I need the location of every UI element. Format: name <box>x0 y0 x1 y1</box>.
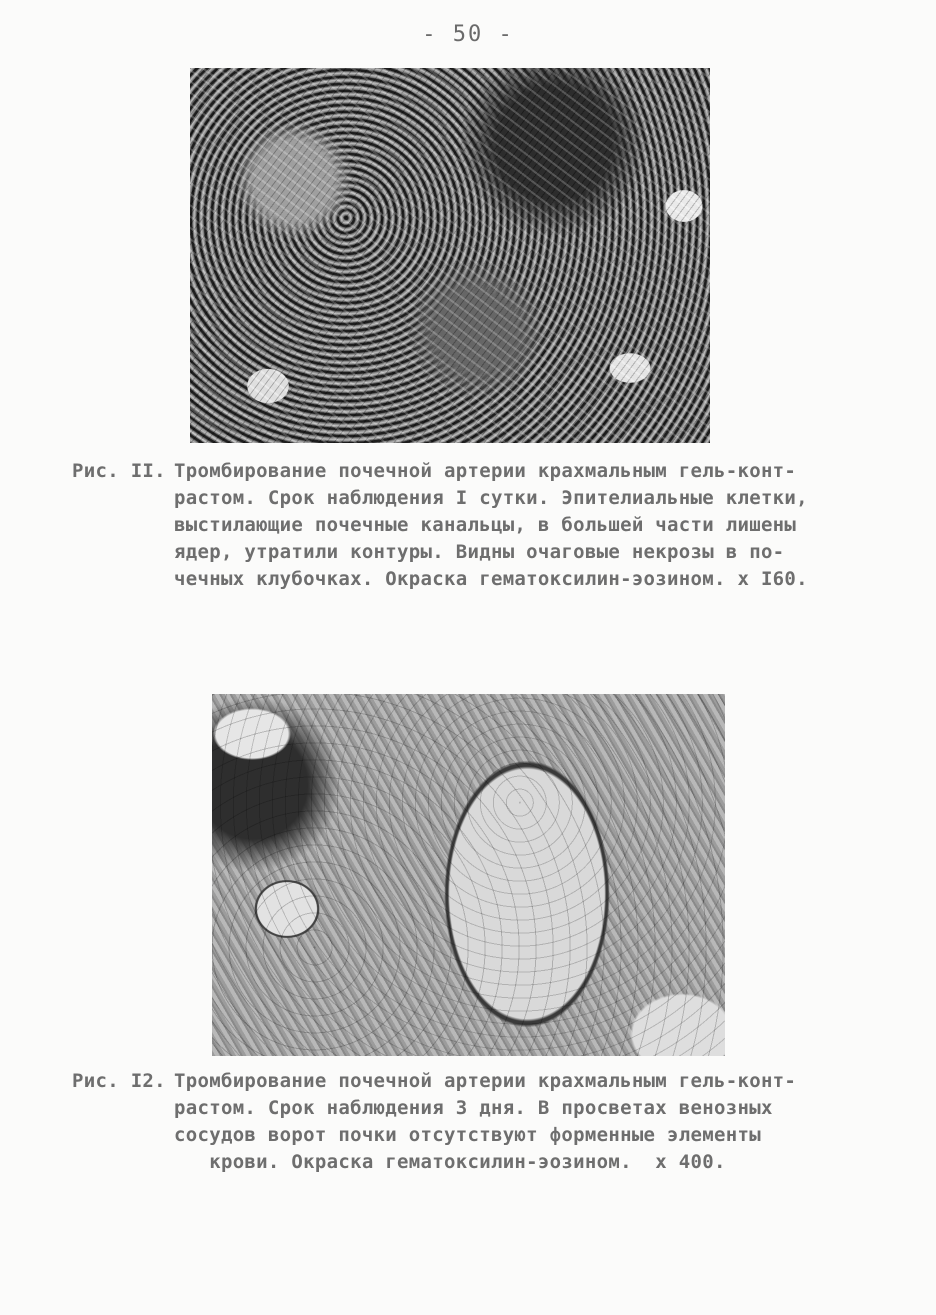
caption-line: сосудов ворот почки отсутствуют форменные элементы <box>174 1124 761 1146</box>
caption-line: крови. Окраска гематоксилин-эозином. x 400. <box>174 1151 726 1173</box>
caption-line: растом. Срок наблюдения I сутки. Эпителиальные клетки, <box>174 487 808 509</box>
micrograph-kidney-day1 <box>190 68 710 443</box>
figure-label: Рис. II. <box>72 460 166 482</box>
caption-line: растом. Срок наблюдения 3 дня. В просветах венозных <box>174 1097 773 1119</box>
micrograph-kidney-day3 <box>212 694 725 1056</box>
caption-line: чечных клубочках. Окраска гематоксилин-эозином. x I60. <box>174 568 808 590</box>
caption-line: Тромбирование почечной артерии крахмальным гель-конт- <box>174 460 797 482</box>
page-number: - 50 - <box>422 22 514 47</box>
caption-line: ядер, утратили контуры. Видны очаговые некрозы в по- <box>174 541 785 563</box>
caption-line: Тромбирование почечной артерии крахмальным гель-конт- <box>174 1070 797 1092</box>
figure-label: Рис. I2. <box>72 1070 166 1092</box>
caption-line: выстилающие почечные канальцы, в большей части лишены <box>174 514 797 536</box>
